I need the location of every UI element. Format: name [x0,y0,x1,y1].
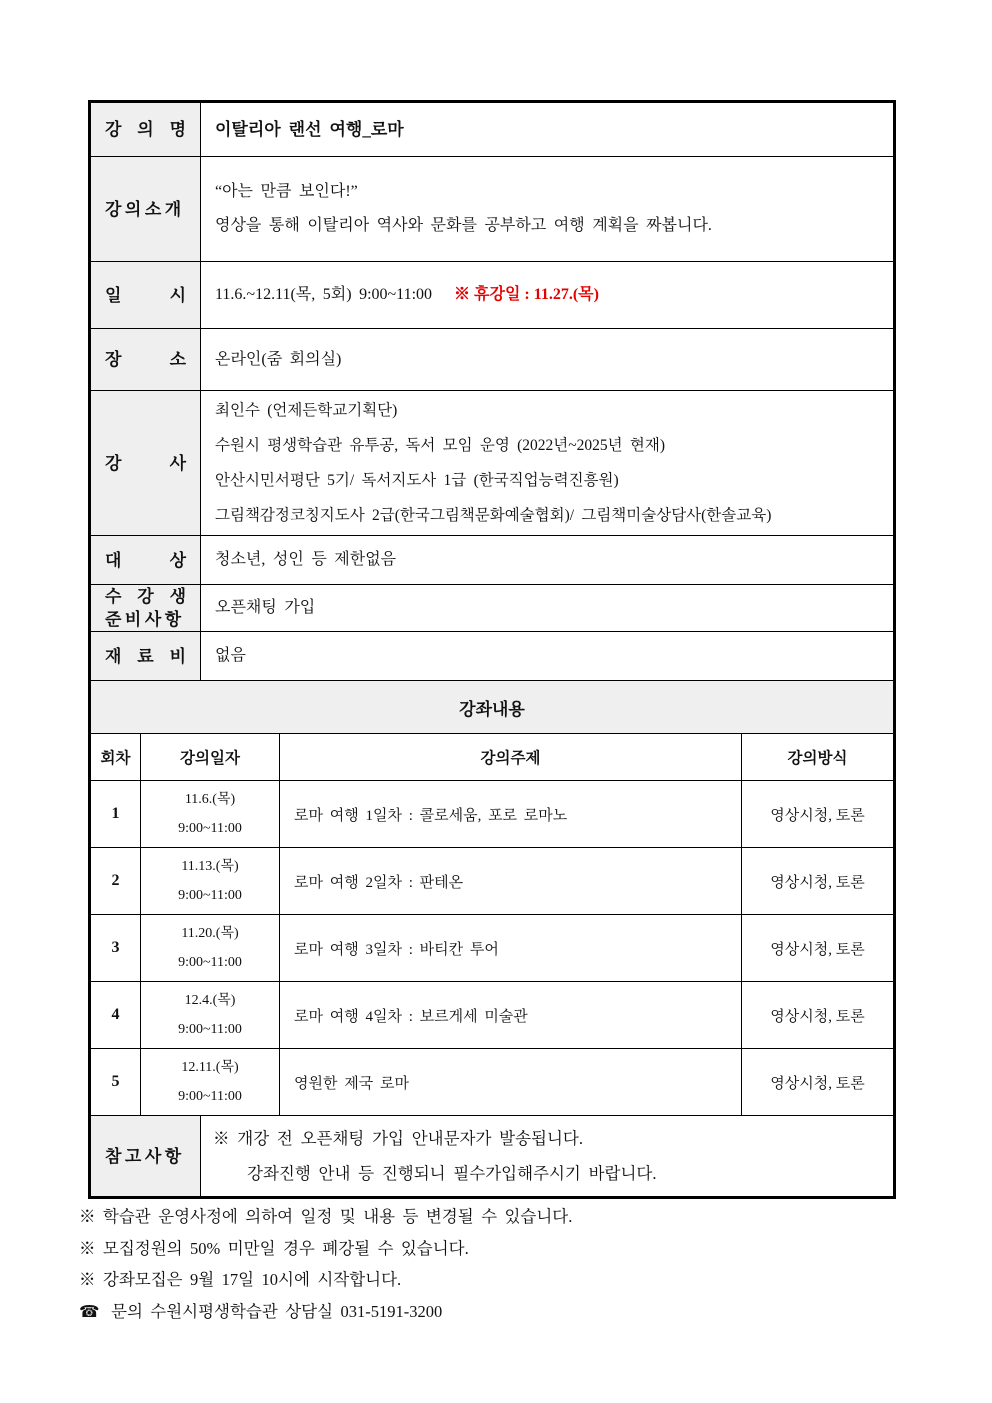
session-date [141,982,280,1048]
schedule-row-1 [91,781,893,848]
session-topic: 로마 여행 2일차 : 판테온 [280,848,742,914]
schedule-row-5 [91,1049,893,1116]
session-number: 5 [91,1049,141,1115]
schedule-row-4 [91,982,893,1049]
session-method: 영상시청, 토론 [770,1008,865,1025]
table-row-remarks [91,1116,893,1196]
course-intro-line: 영상을 통해 이탈리아 역사와 문화를 공부하고 여행 계획을 짜봅니다. [215,217,712,234]
footer-contact [79,1296,939,1328]
table-row-place [91,329,893,391]
phone-icon: ☎ [79,1301,100,1321]
row-label-course-intro [91,157,201,261]
session-topic: 로마 여행 3일차 : 바티칸 투어 [280,915,742,981]
column-header-topic: 강의주제 [280,734,742,780]
session-time-line: 9:00~11:00 [178,955,242,970]
row-label-instructor [91,391,201,535]
place-value: 온라인(줌 회의실) [215,350,342,368]
session-topic: 로마 여행 4일차 : 보르게세 미술관 [280,982,742,1048]
row-label-text: 강 의 명 [105,120,186,139]
course-intro-line: “아는 만큼 보인다!” [215,183,358,200]
session-date-line: 11.6.(목) [184,792,236,807]
table-row-course-intro [91,157,893,262]
table-row-preparation [91,585,893,632]
instructor-line: 안산시민서평단 5기/ 독서지도사 1급 (한국직업능력진흥원) [215,472,619,489]
session-time-line: 9:00~11:00 [178,888,242,903]
session-number: 2 [91,848,141,914]
session-date [141,1049,280,1115]
column-header-date: 강의일자 [141,734,280,780]
row-label-course-name [91,103,201,156]
session-method: 영상시청, 토론 [770,874,865,891]
session-date-line: 11.13.(목) [181,859,239,874]
row-label-remarks [91,1116,201,1196]
session-date [141,848,280,914]
column-header-no: 회차 [91,734,141,780]
session-method: 영상시청, 토론 [770,941,865,958]
session-time-line: 9:00~11:00 [178,1089,242,1104]
table-row-course-name [91,103,893,157]
material-fee-value: 없음 [215,647,246,664]
footer-note: ※ 강좌모집은 9월 17일 10시에 시작합니다. [79,1270,402,1289]
course-info-table [88,100,896,1199]
row-label-text: 대 상 [105,550,186,570]
session-topic: 로마 여행 1일차 : 콜로세움, 포로 로마노 [280,781,742,847]
remarks-line: ※ 개강 전 오픈채팅 가입 안내문자가 발송됩니다. [213,1129,583,1148]
instructor-line: 수원시 평생학습관 유투공, 독서 모임 운영 (2022년~2025년 현재) [215,437,666,454]
schedule-row-3 [91,915,893,982]
remarks-line: 강좌진행 안내 등 진행되니 필수가입해주시기 바랍니다. [247,1164,657,1183]
row-label-target [91,536,201,584]
content-section-title: 강좌내용 [91,681,893,734]
session-method: 영상시청, 토론 [770,1075,865,1092]
row-label-place [91,329,201,390]
row-label-text: 강의소개 [105,199,185,219]
row-label-text: 참고사항 [105,1146,185,1166]
instructor-line: 최인수 (언제든학교기획단) [215,402,398,419]
row-label-text: 강 사 [105,453,186,473]
instructor-info [201,391,893,535]
session-date [141,915,280,981]
row-label-schedule [91,262,201,328]
remarks-value [201,1116,893,1196]
instructor-line: 그림책감정코칭지도사 2급(한국그림책문화예술협회)/ 그림책미술상담사(한솔교육) [215,507,772,524]
session-date-line: 11.20.(목) [181,926,239,941]
row-label-text: 일 시 [105,285,186,305]
row-label-preparation [91,585,201,631]
table-row-instructor [91,391,893,536]
session-number: 4 [91,982,141,1048]
course-title: 이탈리아 랜선 여행_로마 [215,119,404,139]
session-number: 3 [91,915,141,981]
holiday-notice: ※ 휴강일 : 11.27.(목) [454,286,599,303]
footer-notes [79,1201,939,1327]
row-label-text: 재 료 비 [105,646,186,666]
table-row-target [91,536,893,585]
schedule-value [201,262,893,328]
footer-contact-text: 문의 수원시평생학습관 상담실 031-5191-3200 [111,1301,443,1321]
schedule-row-2 [91,848,893,915]
row-label-material-fee [91,632,201,680]
target-value: 청소년, 성인 등 제한없음 [215,551,397,568]
preparation-value: 오픈채팅 가입 [215,599,316,616]
session-time-line: 9:00~11:00 [178,1022,242,1037]
row-label-text: 준비사항 [105,610,185,629]
session-date-line: 12.4.(목) [184,993,236,1008]
column-header-method: 강의방식 [787,750,848,767]
session-number: 1 [91,781,141,847]
session-topic: 영원한 제국 로마 [280,1049,742,1115]
schedule-header-row [91,734,893,781]
footer-note: ※ 학습관 운영사정에 의하여 일정 및 내용 등 변경될 수 있습니다. [79,1207,573,1226]
table-row-material-fee [91,632,893,681]
session-date [141,781,280,847]
footer-note: ※ 모집정원의 50% 미만일 경우 폐강될 수 있습니다. [79,1238,469,1258]
row-label-text: 수 강 생 [105,587,186,606]
row-label-text: 장 소 [105,350,186,369]
course-intro [201,157,893,261]
table-row-schedule [91,262,893,329]
schedule-dates: 11.6.~12.11(목, 5회) 9:00~11:00 [215,286,433,303]
session-time-line: 9:00~11:00 [178,821,242,836]
session-method: 영상시청, 토론 [770,807,865,824]
session-date-line: 12.11.(목) [181,1060,239,1075]
